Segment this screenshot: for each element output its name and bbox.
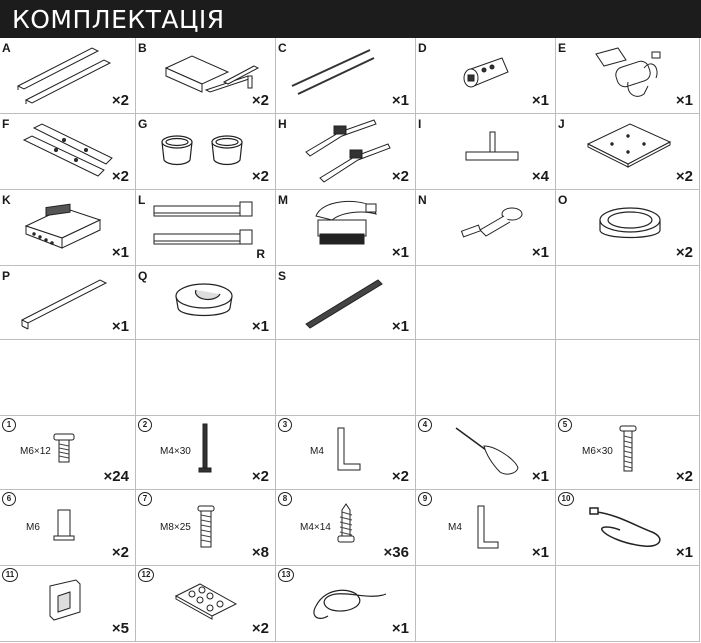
part-cell-d (416, 38, 556, 114)
part-cell-b (136, 38, 276, 114)
part-cell-m (276, 190, 416, 266)
empty-cell (556, 266, 700, 340)
empty-cell (416, 266, 556, 340)
empty-cell (556, 340, 700, 416)
quantity: ×2 (675, 168, 693, 185)
part-cell-k (0, 190, 136, 266)
part-label: L (138, 193, 146, 207)
size-label: M6×12 (20, 446, 51, 457)
item-number-badge: 12 (138, 568, 154, 582)
part-label: C (278, 41, 287, 55)
quantity: ×36 (383, 544, 409, 561)
page-title: КОМПЛЕКТАЦІЯ (12, 5, 225, 34)
part-label: J (558, 117, 565, 131)
quantity: ×1 (391, 244, 409, 261)
quantity: ×4 (531, 168, 549, 185)
size-label: M8×25 (160, 522, 191, 533)
part-label: P (2, 269, 11, 283)
part-label: D (418, 41, 427, 55)
part-cell-c (276, 38, 416, 114)
empty-cell (276, 340, 416, 416)
parts-grid (0, 38, 700, 642)
empty-cell (416, 566, 556, 642)
part-cell-f (0, 114, 136, 190)
hardware-cell-7 (136, 490, 276, 566)
quantity: ×2 (251, 168, 269, 185)
hardware-cell-2 (136, 416, 276, 490)
empty-cell (416, 340, 556, 416)
part-label: O (558, 193, 568, 207)
part-cell-i (416, 114, 556, 190)
part-cell-s (276, 266, 416, 340)
empty-cell (0, 340, 136, 416)
item-number-badge: 1 (2, 418, 16, 432)
part-cell-p (0, 266, 136, 340)
part-cell-e (556, 38, 700, 114)
item-number-badge: 2 (138, 418, 152, 432)
size-label: M6 (26, 522, 40, 533)
quantity: ×1 (251, 318, 269, 335)
quantity: ×1 (531, 244, 549, 261)
hardware-cell-6 (0, 490, 136, 566)
part-label: A (2, 41, 11, 55)
hardware-cell-13 (276, 566, 416, 642)
part-label: H (278, 117, 287, 131)
part-label: K (2, 193, 11, 207)
hardware-cell-5 (556, 416, 700, 490)
part-cell-q (136, 266, 276, 340)
empty-cell (136, 340, 276, 416)
size-label: M6×30 (582, 446, 613, 457)
quantity: ×1 (391, 620, 409, 637)
hardware-cell-10 (556, 490, 700, 566)
part-label: S (278, 269, 287, 283)
item-number-badge: 11 (2, 568, 18, 582)
hardware-cell-1 (0, 416, 136, 490)
hardware-cell-12 (136, 566, 276, 642)
quantity: ×1 (531, 544, 549, 561)
part-label: M (278, 193, 288, 207)
part-cell-a (0, 38, 136, 114)
item-number-badge: 6 (2, 492, 16, 506)
quantity: ×8 (251, 544, 269, 561)
quantity: ×1 (531, 468, 549, 485)
part-cell-o (556, 190, 700, 266)
size-label: M4×30 (160, 446, 191, 457)
part-label: I (418, 117, 422, 131)
item-number-badge: 9 (418, 492, 432, 506)
part-label: N (418, 193, 427, 207)
hardware-cell-3 (276, 416, 416, 490)
quantity: ×2 (111, 92, 129, 109)
quantity: ×1 (111, 244, 129, 261)
part-cell-j (556, 114, 700, 190)
quantity: ×2 (675, 244, 693, 261)
size-label: M4 (310, 446, 324, 457)
quantity: ×2 (111, 544, 129, 561)
quantity: ×1 (111, 318, 129, 335)
quantity: ×24 (103, 468, 129, 485)
item-number-badge: 13 (278, 568, 294, 582)
hardware-cell-9 (416, 490, 556, 566)
item-number-badge: 8 (278, 492, 292, 506)
part-label: E (558, 41, 567, 55)
quantity: ×1 (391, 92, 409, 109)
part-cell-l (136, 190, 276, 266)
quantity: ×5 (111, 620, 129, 637)
part-label: B (138, 41, 147, 55)
hardware-cell-11 (0, 566, 136, 642)
quantity: ×1 (675, 544, 693, 561)
quantity: ×1 (531, 92, 549, 109)
right-marker: R (256, 247, 265, 261)
part-cell-h (276, 114, 416, 190)
item-number-badge: 3 (278, 418, 292, 432)
quantity: ×1 (391, 318, 409, 335)
part-label: G (138, 117, 148, 131)
page-header (0, 0, 701, 38)
hardware-cell-8 (276, 490, 416, 566)
part-cell-g (136, 114, 276, 190)
item-number-badge: 10 (558, 492, 574, 506)
item-number-badge: 7 (138, 492, 152, 506)
quantity: ×2 (675, 468, 693, 485)
quantity: ×1 (675, 92, 693, 109)
side-rails-lr-icon (136, 190, 276, 266)
size-label: M4×14 (300, 522, 331, 533)
quantity: ×2 (251, 92, 269, 109)
empty-cell (556, 566, 700, 642)
item-number-badge: 4 (418, 418, 432, 432)
part-cell-n (416, 190, 556, 266)
quantity: ×2 (391, 468, 409, 485)
part-label: Q (138, 269, 148, 283)
quantity: ×2 (111, 168, 129, 185)
item-number-badge: 5 (558, 418, 572, 432)
part-label: F (2, 117, 10, 131)
quantity: ×2 (251, 620, 269, 637)
size-label: M4 (448, 522, 462, 533)
quantity: ×2 (391, 168, 409, 185)
hardware-cell-4 (416, 416, 556, 490)
quantity: ×2 (251, 468, 269, 485)
